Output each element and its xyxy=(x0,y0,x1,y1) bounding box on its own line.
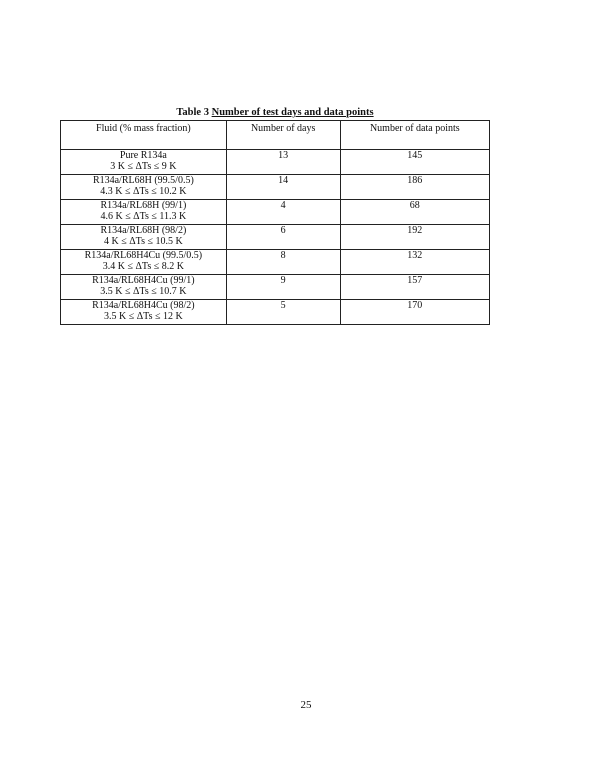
fluid-name: R134a/RL68H4Cu (98/2) xyxy=(92,300,195,311)
cell-days: 9 xyxy=(226,275,340,300)
cell-points: 145 xyxy=(340,150,489,175)
fluid-name: R134a/RL68H4Cu (99.5/0.5) xyxy=(84,250,203,261)
cell-fluid xyxy=(61,250,227,275)
cell-fluid xyxy=(61,175,227,200)
data-table xyxy=(60,120,490,325)
cell-days: 13 xyxy=(226,150,340,175)
header-fluid: Fluid (% mass fraction) xyxy=(61,121,227,150)
table-header-row xyxy=(61,121,490,150)
fluid-name: R134a/RL68H (99.5/0.5) xyxy=(92,175,194,186)
table-row xyxy=(61,200,490,225)
cell-days: 8 xyxy=(226,250,340,275)
fluid-name: Pure R134a xyxy=(119,150,167,161)
header-days: Number of days xyxy=(226,121,340,150)
cell-days: 6 xyxy=(226,225,340,250)
fluid-name: R134a/RL68H (98/2) xyxy=(100,225,187,236)
table-row xyxy=(61,225,490,250)
cell-points: 186 xyxy=(340,175,489,200)
cell-fluid xyxy=(61,225,227,250)
cell-days: 14 xyxy=(226,175,340,200)
superheat-range: 3.5 K ≤ ΔTs ≤ 12 K xyxy=(104,311,183,322)
cell-points: 68 xyxy=(340,200,489,225)
cell-fluid xyxy=(61,150,227,175)
table-row xyxy=(61,150,490,175)
fluid-name: R134a/RL68H (99/1) xyxy=(100,200,187,211)
cell-fluid xyxy=(61,275,227,300)
cell-points: 170 xyxy=(340,300,489,325)
cell-points: 157 xyxy=(340,275,489,300)
table-caption-title: Number of test days and data points xyxy=(211,107,374,118)
table-row xyxy=(61,275,490,300)
superheat-range: 3 K ≤ ΔTs ≤ 9 K xyxy=(110,161,177,172)
superheat-range: 4.3 K ≤ ΔTs ≤ 10.2 K xyxy=(100,186,187,197)
cell-days: 4 xyxy=(226,200,340,225)
superheat-range: 3.4 K ≤ ΔTs ≤ 8.2 K xyxy=(102,261,184,272)
page-number: 25 xyxy=(300,699,312,711)
superheat-range: 4.6 K ≤ ΔTs ≤ 11.3 K xyxy=(100,211,187,222)
superheat-range: 3.5 K ≤ ΔTs ≤ 10.7 K xyxy=(100,286,187,297)
fluid-name: R134a/RL68H4Cu (99/1) xyxy=(92,275,195,286)
cell-fluid xyxy=(61,200,227,225)
cell-fluid xyxy=(61,300,227,325)
table-row xyxy=(61,175,490,200)
header-points: Number of data points xyxy=(340,121,489,150)
superheat-range: 4 K ≤ ΔTs ≤ 10.5 K xyxy=(104,236,183,247)
cell-points: 192 xyxy=(340,225,489,250)
table-row xyxy=(61,250,490,275)
table-row xyxy=(61,300,490,325)
cell-days: 5 xyxy=(226,300,340,325)
table-caption-label: Table 3 xyxy=(176,107,209,118)
table-caption xyxy=(60,107,490,119)
cell-points: 132 xyxy=(340,250,489,275)
